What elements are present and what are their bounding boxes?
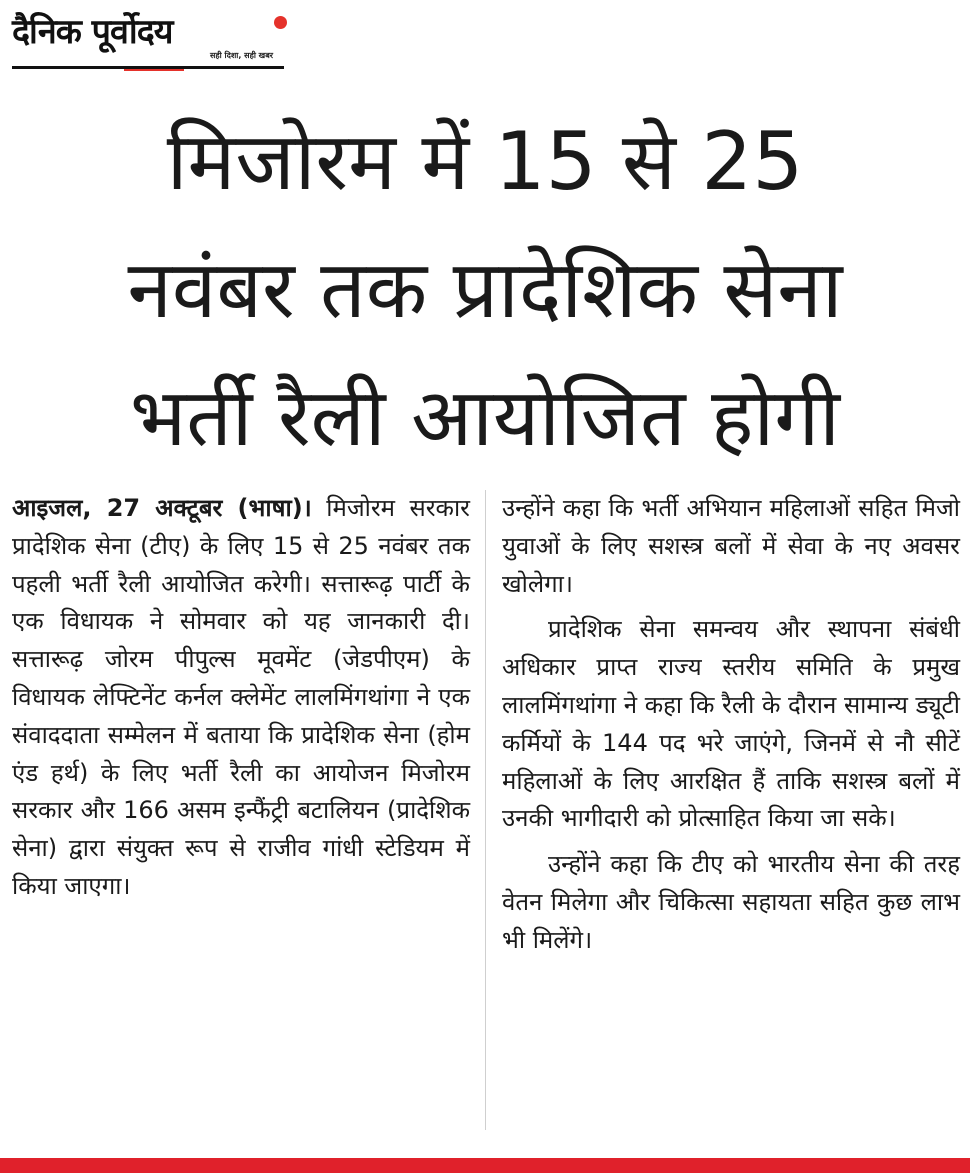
article-paragraph: उन्होंने कहा कि भर्ती अभियान महिलाओं सहित मिजो युवाओं के लिए सशस्त्र बलों में सेवा के नए अवसर खोलेगा। bbox=[502, 494, 960, 598]
article-paragraph bbox=[12, 490, 470, 906]
dateline: आइजल, 27 अक्टूबर (भाषा)। bbox=[12, 494, 312, 522]
headline-line: मिजोरम में 15 से 25 bbox=[166, 115, 804, 208]
article-paragraph: प्रादेशिक सेना समन्वय और स्थापना संबंधी अधिकार प्राप्त राज्य स्तरीय समिति के प्रमुख लालमिंगथांगा ने कहा कि रैली के दौरान सामान्य ड्यूटी कर्मियों के 144 पद भरे जाएंगे, जिनमें से नौ सीटें महिलाओं के लिए आरक्षित हैं ताकि सशस्त्र बलों में उनकी भागीदारी को प्रोत्साहित किया जा सके। bbox=[502, 615, 960, 833]
column-divider bbox=[485, 490, 486, 1130]
article-column-left bbox=[12, 490, 470, 906]
headline-line: नवंबर तक प्रादेशिक सेना bbox=[127, 243, 843, 336]
masthead bbox=[12, 8, 287, 70]
page-bottom-bar bbox=[0, 1158, 970, 1173]
logo-dot-icon bbox=[274, 16, 287, 29]
headline-line: भर्ती रैली आयोजित होगी bbox=[129, 371, 841, 464]
article-column-right bbox=[502, 490, 960, 960]
newspaper-logo: दैनिक पूर्वोदय bbox=[12, 12, 173, 52]
masthead-rule-accent bbox=[124, 69, 184, 71]
article-paragraph: उन्होंने कहा कि टीए को भारतीय सेना की तरह वेतन मिलेगा और चिकित्सा सहायता सहित कुछ लाभ भी मिलेंगे। bbox=[502, 850, 960, 954]
masthead-tagline: सही दिशा, सही खबर bbox=[210, 51, 274, 60]
article-body-text: मिजोरम सरकार प्रादेशिक सेना (टीए) के लिए 15 से 25 नवंबर तक पहली भर्ती रैली आयोजित करेगी। सत्तारूढ़ पार्टी के एक विधायक ने सोमवार को यह जानकारी दी। सत्तारूढ़ जोरम पीपुल्स मूवमेंट (जेडपीएम) के विधायक लेफ्टिनेंट कर्नल क्लेमेंट लालमिंगथांगा ने एक संवाददाता सम्मेलन में बताया कि प्रादेशिक सेना (होम एंड हर्थ) के लिए भर्ती रैली का आयोजन मिजोरम सरकार और 166 असम इन्फैंट्री बटालियन (प्रादेशिक सेना) द्वारा संयुक्त रूप से राजीव गांधी स्टेडियम में किया जाएगा। bbox=[12, 494, 470, 900]
headline bbox=[20, 98, 950, 482]
